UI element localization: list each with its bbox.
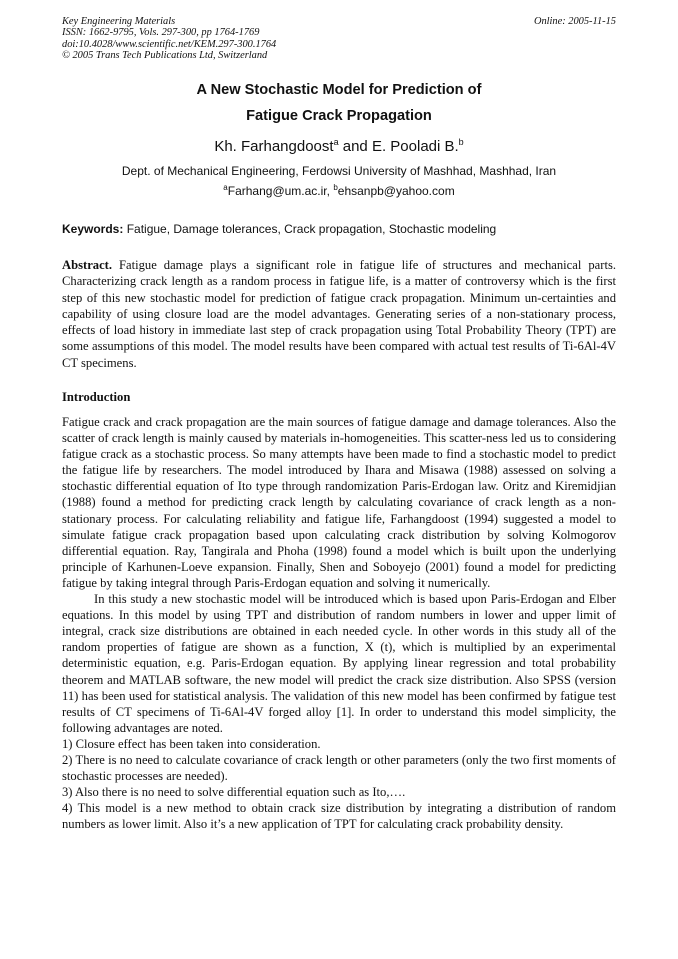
journal-name: Key Engineering Materials: [62, 16, 176, 27]
email-b-marker: b: [333, 183, 338, 192]
advantage-item-1: 1) Closure effect has been taken into consideration.: [62, 736, 321, 751]
section-heading-introduction: Introduction: [62, 390, 131, 404]
author-2-marker: b: [458, 137, 464, 147]
intro-paragraph-2: In this study a new stochastic model will be introduced which is based upon Paris-Erdogan and Elber equations. In this model by using TPT and distribution of random numbers in lower and upper limit of integral, crack size distributions are obtained in each needed cycle. In other words in this study all of the random properties of fatigue are shown as a function, X (t), which is multiplied by an experimental deterministic equation, e.g. Paris-Erdogan equation. By applying linear regression and total probability theorem and MATLAB software, the new model will predict the crack size distribution. Also SPSS (version 11) has been used for statistical analysis. The validation of this new model has been confirmed by fatigue test results of CT specimens of Ti-6Al-4V forged alloy [1]. In order to understand this model simplicity, the following advantages are noted.: [62, 592, 616, 735]
author-joiner: and: [338, 138, 372, 155]
abstract: [62, 257, 616, 371]
paper-title-line-1: A New Stochastic Model for Prediction of: [196, 82, 482, 98]
keywords-label: Keywords:: [62, 222, 124, 236]
author-1: Kh. Farhangdoost: [214, 138, 334, 155]
email-b: ehsanpb@yahoo.com: [337, 184, 455, 198]
introduction-body: [62, 414, 616, 832]
author-list: [62, 138, 616, 155]
journal-copyright: © 2005 Trans Tech Publications Ltd, Switzerland: [62, 50, 268, 62]
keywords: [62, 222, 616, 236]
online-date: Online: 2005-11-15: [533, 16, 616, 27]
email-a: Farhang@um.ac.ir,: [227, 184, 334, 198]
email-a-marker: a: [223, 183, 228, 192]
author-1-marker: a: [333, 137, 339, 147]
advantage-item-4: 4) This model is a new method to obtain crack size distribution by integrating a distribution of random numbers as lower limit. Also it’s a new application of TPT for calculating crack probability density.: [62, 801, 616, 832]
advantage-item-3: 3) Also there is no need to solve differential equation such as Ito,….: [62, 785, 406, 800]
affiliation: Dept. of Mechanical Engineering, Ferdowsi University of Mashhad, Mashhad, Iran: [121, 164, 557, 178]
keywords-text: Fatigue, Damage tolerances, Crack propagation, Stochastic modeling: [123, 222, 497, 236]
author-2: E. Pooladi B.: [371, 138, 459, 155]
abstract-text: Fatigue damage plays a significant role in fatigue life of structures and mechanical parts. Characterizing crack length as a random process in fatigue life, is a matter of controversy which is the first step of this new stochastic model for prediction of fatigue crack propagation. Minimum un-certainties and capability of using closure load are the model advantages. Generating series of a non-stationary process, effects of load history in immediate last step of crack propagation using Total Probability Theory (TPT) are some assumptions of this model. The model results have been compared with actual test results of Ti-6Al-4V CT specimens.: [62, 258, 616, 370]
intro-paragraph-1: Fatigue crack and crack propagation are the main sources of fatigue damage and damage tolerances. Also the scatter of crack length is mainly caused by materials in-homogeneities. This scatter-ness led us to considering fatigue crack as a stochastic process. So many attempts have been made to find a stochastic model to predict the fatigue life by researchers. The model introduced by Ihara and Misawa (1988) assessed on solving a stochastic differential equation of Ito type through randomization Paris-Erdogan law. Oritz and Kiremidjian (1988) found a method for predicting crack length by calculating covariance of crack length as a non-stationary process. For calculating reliability and fatigue life, Farhangdoost (1994) suggested a model to simulate fatigue crack propagation based upon calculating crack distribution by solving Kolmogorov differential equation. Ray, Tangirala and Phoha (1998) found a model which is built upon the underlying principle of Karhunen-Loeve expansion. Finally, Shen and Soboyejo (2001) found a model for predicting fatigue by taking integral through Paris-Erdogan equation and solving it numerically.: [62, 415, 616, 590]
journal-doi: doi:10.4028/www.scientific.net/KEM.297-300.1764: [62, 38, 277, 50]
journal-issn: ISSN: 1662-9795, Vols. 297-300, pp 1764-1769: [62, 27, 260, 39]
author-emails: [62, 184, 616, 198]
journal-header: [62, 16, 616, 62]
paper-title-line-2: Fatigue Crack Propagation: [246, 108, 432, 124]
advantage-item-2: 2) There is no need to calculate covariance of crack length or other parameters (only the two first moments of stochastic processes are needed).: [62, 752, 616, 784]
abstract-label: Abstract.: [62, 258, 113, 272]
